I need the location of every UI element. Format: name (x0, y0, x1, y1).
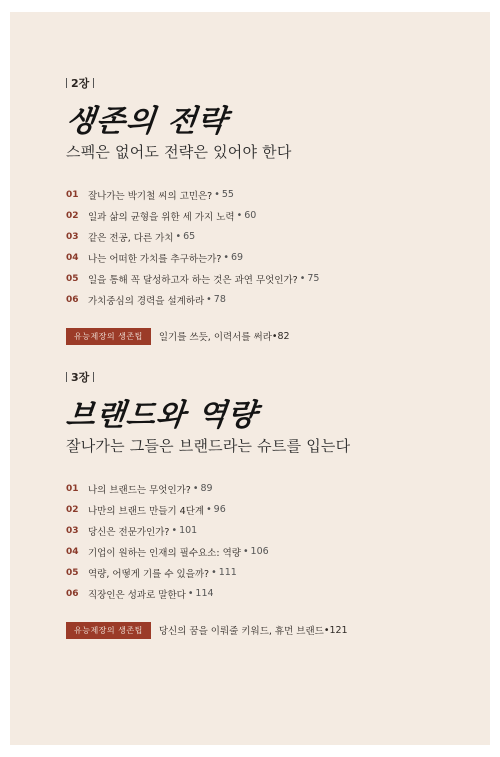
chapter-2 (66, 75, 460, 346)
toc-item[interactable]: 03 당신은 전문가인가? • 101 (66, 525, 198, 538)
tip-text: 당신의 꿈을 이뤄줄 키워드, 휴먼 브랜드 (158, 626, 324, 637)
tip-badge: 유능제장의 생존팁 (66, 622, 151, 639)
tip-badge: 유능제장의 생존팁 (66, 328, 151, 345)
chapter-label (66, 75, 460, 91)
chapter-label (66, 369, 460, 385)
chapter-subtitle: 스펙은 없어도 전략은 있어야 한다 (66, 143, 292, 161)
toc-item[interactable]: 03 같은 전공, 다른 가치 • 65 (66, 231, 196, 244)
toc-item[interactable]: 05 일을 통해 꼭 달성하고자 하는 것은 과연 무엇인가? • 75 (66, 273, 320, 286)
toc-item[interactable]: 04 기업이 원하는 인재의 필수요소: 역량 • 106 (66, 546, 269, 559)
chapter-title: 생존의 전략 (64, 104, 230, 139)
toc-item[interactable]: 02 나만의 브랜드 만들기 4단계 • 96 (66, 504, 226, 517)
tip-page: 82 (277, 330, 290, 342)
toc-list (66, 478, 460, 604)
chapter-number: 3장 (71, 371, 90, 384)
chapter-subtitle: 잘나가는 그들은 브랜드라는 슈트를 입는다 (66, 437, 351, 455)
divider (66, 372, 67, 382)
survival-tip[interactable]: 유능제장의 생존팁 일기를 쓰듯, 이력서를 써라 • 82 (66, 326, 460, 346)
toc-item[interactable]: 06 직장인은 성과로 말한다 • 114 (66, 588, 214, 601)
toc-item[interactable]: 01 나의 브랜드는 무엇인가? • 89 (66, 483, 213, 496)
divider (66, 78, 67, 88)
chapter-title: 브랜드와 역량 (64, 398, 260, 433)
chapter-3 (66, 369, 460, 640)
toc-item[interactable]: 02 일과 삶의 균형을 위한 세 가지 노력 • 60 (66, 210, 257, 223)
book-page (10, 12, 490, 745)
tip-text: 일기를 쓰듯, 이력서를 써라 (158, 332, 272, 343)
toc-item[interactable]: 04 나는 어떠한 가치를 추구하는가? • 69 (66, 252, 244, 265)
divider (93, 372, 94, 382)
survival-tip[interactable]: 유능제장의 생존팁 당신의 꿈을 이뤄줄 키워드, 휴먼 브랜드 • 121 (66, 620, 460, 640)
toc-list (66, 184, 460, 310)
tip-page: 121 (329, 624, 348, 636)
chapter-number: 2장 (71, 77, 90, 90)
toc-item[interactable]: 06 가치중심의 경력을 설계하라 • 78 (66, 294, 226, 307)
toc-item[interactable]: 01 잘나가는 박기철 씨의 고민은? • 55 (66, 189, 234, 202)
divider (93, 78, 94, 88)
toc-item[interactable]: 05 역량, 어떻게 기를 수 있을까? • 111 (66, 567, 237, 580)
